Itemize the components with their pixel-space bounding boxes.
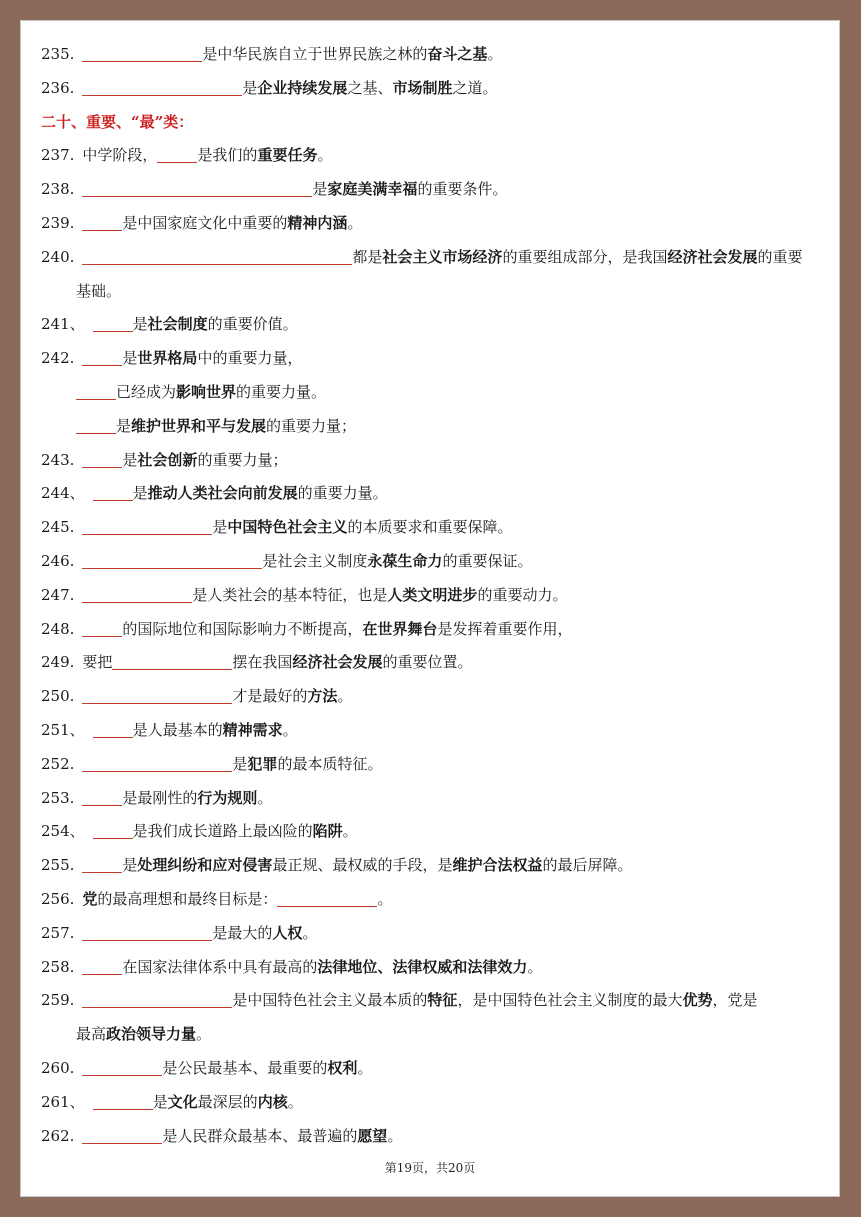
answer-blank bbox=[82, 922, 212, 941]
answer-blank bbox=[82, 584, 192, 603]
text-segment: 中学阶段， bbox=[82, 146, 158, 165]
text-segment: 的国际地位和国际影响力不断提高， bbox=[122, 619, 363, 638]
text-segment: 的本质要求和重要保障。 bbox=[347, 518, 513, 537]
text-segment: 是中国家庭文化中重要的 bbox=[122, 214, 288, 232]
answer-blank bbox=[82, 516, 212, 535]
question-continuation bbox=[76, 276, 819, 306]
question-continuation bbox=[76, 377, 819, 407]
answer-blank bbox=[82, 787, 122, 806]
text-segment: 的重要保证。 bbox=[442, 552, 533, 570]
answer-blank bbox=[82, 1057, 162, 1076]
question-item bbox=[41, 783, 819, 813]
answer-blank bbox=[82, 550, 262, 569]
question-item bbox=[41, 309, 819, 339]
question-number: 254、 bbox=[41, 822, 85, 841]
text-segment: 中的重要力量， bbox=[197, 349, 303, 368]
question-number: 253. bbox=[41, 788, 75, 807]
question-item bbox=[41, 985, 819, 1015]
bold-keyword: 社会主义市场经济 bbox=[382, 247, 503, 266]
text-segment: 是中国特色社会主义最本质的 bbox=[232, 991, 428, 1010]
text-segment: 是 bbox=[212, 518, 228, 537]
text-segment: 是中华民族自立于世界民族之林的 bbox=[202, 45, 428, 63]
answer-blank bbox=[277, 888, 377, 907]
text-segment: 的重要力量； bbox=[266, 416, 357, 435]
bold-keyword: 影响世界 bbox=[176, 383, 237, 401]
text-segment: 。 bbox=[487, 45, 503, 63]
text-segment: 是发挥着重要作用， bbox=[437, 619, 573, 638]
text-segment: 。 bbox=[347, 214, 363, 232]
question-number: 258. bbox=[41, 957, 75, 976]
text-segment: 的最高理想和最终目标是： bbox=[97, 890, 278, 908]
answer-blank bbox=[157, 144, 197, 163]
question-number: 239. bbox=[41, 214, 75, 232]
question-number: 261、 bbox=[41, 1092, 85, 1111]
bold-keyword: 家庭美满幸福 bbox=[327, 180, 418, 199]
text-segment: 是社会主义制度 bbox=[262, 552, 368, 570]
bold-keyword: 社会创新 bbox=[137, 450, 198, 469]
question-number: 235. bbox=[41, 45, 75, 63]
bold-keyword: 社会制度 bbox=[147, 315, 208, 334]
question-item bbox=[41, 1121, 819, 1151]
bold-keyword: 奋斗之基 bbox=[427, 45, 488, 63]
bold-keyword: 人类文明进步 bbox=[387, 585, 478, 604]
answer-blank bbox=[82, 449, 122, 468]
answer-blank bbox=[82, 618, 122, 637]
question-item bbox=[41, 343, 819, 373]
text-segment: 。 bbox=[357, 1059, 373, 1077]
text-segment: 基础。 bbox=[76, 281, 122, 300]
question-item bbox=[41, 816, 819, 846]
text-segment: 的最后屏障。 bbox=[542, 856, 633, 875]
text-segment: 最深层的 bbox=[197, 1092, 258, 1111]
question-number: 262. bbox=[41, 1126, 75, 1145]
text-segment: 。 bbox=[257, 788, 273, 807]
answer-blank bbox=[93, 313, 133, 332]
bold-keyword: 维护合法权益 bbox=[452, 856, 543, 875]
question-item bbox=[41, 512, 819, 542]
text-segment: 是最大的 bbox=[212, 923, 273, 942]
bold-keyword: 权利 bbox=[327, 1059, 358, 1077]
bold-keyword: 犯罪 bbox=[247, 754, 278, 773]
question-number: 243. bbox=[41, 450, 75, 469]
bold-keyword: 推动人类社会向前发展 bbox=[147, 484, 298, 503]
bold-keyword: 方法 bbox=[307, 687, 338, 706]
text-segment: 是人最基本的 bbox=[132, 721, 223, 739]
question-continuation bbox=[76, 411, 819, 441]
text-segment: 是人民群众最基本、最普遍的 bbox=[162, 1126, 358, 1145]
bold-keyword: 市场制胜 bbox=[392, 78, 453, 97]
bold-keyword: 处理纠纷和应对侵害 bbox=[137, 856, 273, 875]
text-segment: 是最刚性的 bbox=[122, 788, 198, 807]
question-number: 241、 bbox=[41, 315, 85, 334]
answer-blank bbox=[93, 1091, 153, 1110]
answer-blank bbox=[82, 246, 352, 265]
question-item bbox=[41, 140, 819, 170]
text-segment: ，党是 bbox=[712, 991, 758, 1010]
bold-keyword: 重要任务 bbox=[257, 146, 318, 165]
text-segment: 。 bbox=[282, 721, 298, 739]
answer-blank bbox=[82, 989, 232, 1008]
text-segment: 是 bbox=[312, 180, 328, 199]
question-item bbox=[41, 580, 819, 610]
question-number: 248. bbox=[41, 619, 75, 638]
text-segment: 的重要条件。 bbox=[417, 180, 508, 199]
text-segment: 是人类社会的基本特征，也是 bbox=[192, 585, 388, 604]
text-segment: 的重要位置。 bbox=[382, 653, 473, 672]
answer-blank bbox=[112, 651, 232, 670]
text-segment: 。 bbox=[527, 957, 543, 976]
question-number: 246. bbox=[41, 552, 75, 570]
question-number: 238. bbox=[41, 180, 75, 199]
bold-keyword: 优势 bbox=[682, 991, 713, 1010]
bold-keyword: 在世界舞台 bbox=[362, 619, 438, 638]
question-item bbox=[41, 1087, 819, 1117]
bold-keyword: 精神内涵 bbox=[287, 214, 348, 232]
text-segment: 的重要 bbox=[757, 247, 803, 266]
text-segment: 之基、 bbox=[347, 78, 393, 97]
document-page bbox=[20, 20, 840, 1197]
question-number: 251、 bbox=[41, 721, 85, 739]
question-number: 237. bbox=[41, 146, 75, 165]
bold-keyword: 世界格局 bbox=[137, 349, 198, 368]
bold-keyword: 永葆生命力 bbox=[367, 552, 443, 570]
text-segment: 是 bbox=[122, 450, 138, 469]
bold-keyword: 维护世界和平与发展 bbox=[131, 416, 267, 435]
question-number: 255. bbox=[41, 856, 75, 875]
question-number: 236. bbox=[41, 78, 75, 97]
question-item bbox=[41, 73, 819, 103]
text-segment: 是 bbox=[232, 754, 248, 773]
question-number: 260. bbox=[41, 1059, 75, 1077]
question-item bbox=[41, 208, 819, 238]
answer-blank bbox=[82, 178, 312, 197]
question-item bbox=[41, 39, 819, 69]
answer-blank bbox=[82, 1125, 162, 1144]
text-segment: 要把 bbox=[82, 653, 113, 672]
bold-keyword: 精神需求 bbox=[222, 721, 283, 739]
answer-blank bbox=[76, 381, 116, 400]
text-segment: 最正规、最权威的手段，是 bbox=[272, 856, 453, 875]
bold-keyword: 行为规则 bbox=[197, 788, 258, 807]
question-item bbox=[41, 174, 819, 204]
bold-keyword: 文化 bbox=[167, 1092, 198, 1111]
text-segment: 。 bbox=[287, 1092, 303, 1111]
text-segment: 。 bbox=[317, 146, 333, 165]
text-segment: 是公民最基本、最重要的 bbox=[162, 1059, 328, 1077]
question-number: 245. bbox=[41, 518, 75, 537]
text-segment: 是 bbox=[116, 416, 132, 435]
section-heading: 二十、重要、“最”类： bbox=[41, 112, 194, 131]
question-item bbox=[41, 242, 819, 272]
text-segment: 都是 bbox=[352, 247, 383, 266]
bold-keyword: 陷阱 bbox=[312, 822, 343, 841]
text-segment: 是 bbox=[122, 349, 138, 368]
question-number: 247. bbox=[41, 585, 75, 604]
question-item bbox=[41, 918, 819, 948]
answer-blank bbox=[82, 43, 202, 62]
text-segment: 是 bbox=[152, 1092, 168, 1111]
bold-keyword: 人权 bbox=[272, 923, 303, 942]
answer-blank bbox=[82, 685, 232, 704]
text-segment: 的重要力量； bbox=[197, 450, 288, 469]
text-segment: 已经成为 bbox=[116, 383, 177, 401]
answer-blank bbox=[82, 77, 242, 96]
question-item bbox=[41, 445, 819, 475]
question-item bbox=[41, 478, 819, 508]
text-segment: 的最本质特征。 bbox=[277, 754, 383, 773]
text-segment: 是我们的 bbox=[197, 146, 258, 165]
question-item bbox=[41, 715, 819, 745]
question-item bbox=[41, 952, 819, 982]
text-segment: 最高 bbox=[76, 1025, 107, 1044]
question-number: 242. bbox=[41, 349, 75, 368]
text-segment: 。 bbox=[337, 687, 353, 706]
text-segment: 是 bbox=[242, 78, 258, 97]
bold-keyword: 中国特色社会主义 bbox=[227, 518, 348, 537]
text-segment: 是 bbox=[132, 484, 148, 503]
question-number: 257. bbox=[41, 923, 75, 942]
question-item bbox=[41, 1053, 819, 1083]
question-item bbox=[41, 749, 819, 779]
question-continuation bbox=[76, 1019, 819, 1049]
question-number: 252. bbox=[41, 754, 75, 773]
answer-blank bbox=[82, 347, 122, 366]
text-segment: 在国家法律体系中具有最高的 bbox=[122, 957, 318, 976]
answer-blank bbox=[93, 482, 133, 501]
answer-blank bbox=[82, 956, 122, 975]
bold-keyword: 愿望 bbox=[357, 1126, 388, 1145]
text-segment: 的重要动力。 bbox=[477, 585, 568, 604]
text-segment: 是 bbox=[132, 315, 148, 334]
answer-blank bbox=[82, 753, 232, 772]
text-segment: 。 bbox=[196, 1025, 212, 1044]
text-segment: 的重要组成部分，是我国 bbox=[502, 247, 668, 266]
bold-keyword: 经济社会发展 bbox=[292, 653, 383, 672]
text-segment: 的重要力量。 bbox=[236, 383, 327, 401]
page-footer: 第19页，共20页 bbox=[384, 1161, 476, 1175]
text-segment: 摆在我国 bbox=[232, 653, 293, 672]
text-segment: 。 bbox=[302, 923, 318, 942]
bold-keyword: 政治领导力量 bbox=[106, 1025, 197, 1044]
question-item bbox=[41, 850, 819, 880]
text-segment: 是我们成长道路上最凶险的 bbox=[132, 822, 313, 841]
text-segment: ，是中国特色社会主义制度的最大 bbox=[457, 991, 683, 1010]
question-number: 256. bbox=[41, 890, 75, 908]
question-number: 250. bbox=[41, 687, 75, 706]
text-segment: 。 bbox=[342, 822, 358, 841]
question-number: 249. bbox=[41, 653, 75, 672]
answer-blank bbox=[93, 719, 133, 738]
bold-keyword: 经济社会发展 bbox=[667, 247, 758, 266]
question-item bbox=[41, 681, 819, 711]
answer-blank bbox=[82, 212, 122, 231]
question-number: 240. bbox=[41, 247, 75, 266]
text-segment: 。 bbox=[377, 890, 393, 908]
question-item bbox=[41, 647, 819, 677]
text-segment: 之道。 bbox=[452, 78, 498, 97]
question-number: 259. bbox=[41, 991, 75, 1010]
bold-keyword: 特征 bbox=[427, 991, 458, 1010]
text-segment: 的重要价值。 bbox=[207, 315, 298, 334]
answer-blank bbox=[82, 854, 122, 873]
text-segment: 是 bbox=[122, 856, 138, 875]
question-item bbox=[41, 546, 819, 576]
text-segment: 的重要力量。 bbox=[297, 484, 388, 503]
text-segment: 才是最好的 bbox=[232, 687, 308, 706]
question-number: 244、 bbox=[41, 484, 85, 503]
bold-keyword: 内核 bbox=[257, 1092, 288, 1111]
answer-blank bbox=[76, 415, 116, 434]
text-segment: 。 bbox=[387, 1126, 403, 1145]
bold-keyword: 企业持续发展 bbox=[257, 78, 348, 97]
question-item bbox=[41, 614, 819, 644]
answer-blank bbox=[93, 820, 133, 839]
question-item bbox=[41, 884, 819, 914]
bold-keyword: 党 bbox=[82, 890, 98, 908]
bold-keyword: 法律地位、法律权威和法律效力 bbox=[317, 957, 528, 976]
